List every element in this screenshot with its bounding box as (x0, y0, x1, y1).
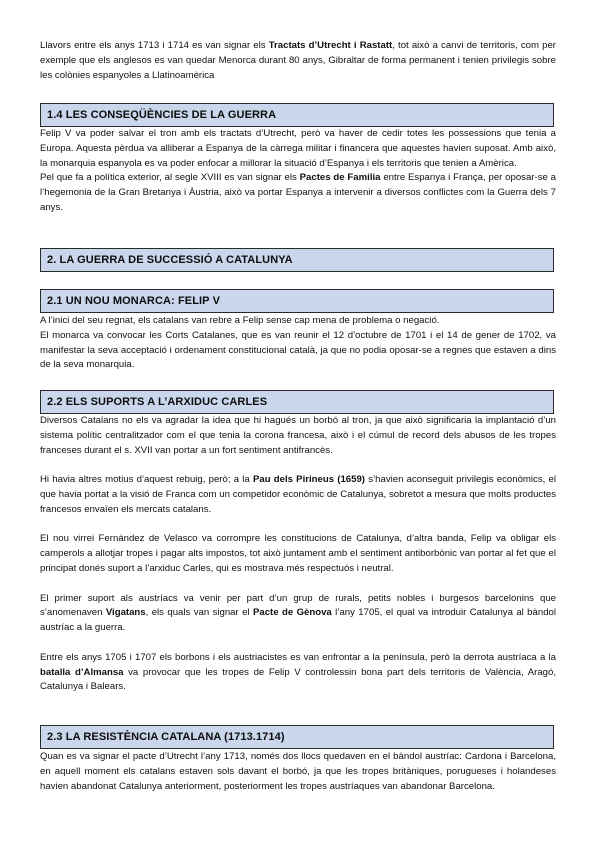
paragraph: Entre els anys 1705 i 1707 els borbons i els austriacistes es van enfrontar a la península, però la derrota austríaca a la batalla d’Almansa va provocar que les tropes de Felip V controlessin bona part dels territoris de València, Aragó, Catalunya i Balears. (40, 651, 556, 693)
section-heading-1-4: 1.4 LES CONSEQÜÈNCIES DE LA GUERRA (40, 103, 554, 127)
section-2-1-body (40, 314, 556, 373)
section-heading-2-3: 2.3 LA RESISTÈNCIA CATALANA (1713.1714) (40, 725, 554, 749)
section-heading-2: 2. LA GUERRA DE SUCCESSIÓ A CATALUNYA (40, 248, 554, 272)
paragraph: El nou virrei Fernández de Velasco va corrompre les constitucions de Catalunya, d’altra banda, Felip va obligar els camperols a allotjar tropes i pagar alts impostos, tot això juntament amb el sentiment antiborbònic van portar al fet que el principat donés suport a l’arxiduc Carles, qui es mostrava més respectuós i neutral. (40, 533, 556, 574)
paragraph: Hi havia altres motius d’aquest rebuig, però; a la Pau dels Pirineus (1659) s’havien aconseguit privilegis econòmics, el que havia portat a la visió de Franca com un competidor econòmic de Catalunya, sobretot a mesura que molts productes francesos envaïen els mercats catalans. (40, 474, 557, 515)
paragraph: Diversos Catalans no els va agradar la idea que hi hagués un borbó al tron, ja que això significaria la implantació d’un sistema polític centralitzador com el que tenia la corona francesa, això i el cúmul de record dels abusos de les tropes franceses durant el s. XVII van portar a un fort sentiment antifrancès. (40, 415, 556, 456)
paragraph: A l’inici del seu regnat, els catalans van rebre a Felip sense cap mena de problema o negació. (40, 315, 440, 326)
paragraph: Felip V va poder salvar el tron amb els tractats d’Utrecht, però va haver de cedir totes les possessions que tenia a Europa. Aquesta pèrdua va alliberar a Espanya de la càrrega militar i financera que aquestes havien suposat. Amb això, la monarquia espanyola es va poder enfocar a millorar la situació d’Espanya i els territoris que tenien a Amèrica. (40, 128, 556, 169)
treaties-bold: Tractats d’Utrecht i Rastatt (268, 40, 393, 51)
section-1-4-body (40, 127, 556, 216)
intro-paragraph: Llavors entre els anys 1713 i 1714 es van signar els Tractats d’Utrecht i Rastatt, tot això a canvi de territoris, com per exemple que els anglesos es van quedar Menorca durant 80 anys, Gibraltar de forma permanent i tenien privilegis sobre les colònies espanyoles a Llatinoamèrica (40, 40, 556, 81)
paragraph: Quan es va signar el pacte d’Utrecht l’any 1713, només dos llocs quedaven en el bàndol austríac: Cardona i Barcelona, en aquell moment els catalans estaven sols davant el borbó, ja que les tropes britàniques, porugueses i holandeses havien abandonat Catalunya anteriorment, posteriorment les tropes austríaques van abandonar Barcelona. (40, 751, 556, 792)
section-2-2-body (40, 414, 556, 695)
paragraph: Pel que fa a política exterior, al segle XVIII es van signar els Pactes de Família entre Espanya i França, per oposar-se a l’hegemonia de la Gran Bretanya i Àustria, això va portar Espanya a intervenir a diversos conflictes com la Guerra dels 7 anys. (40, 172, 556, 213)
section-heading-2-2: 2.2 ELS SUPORTS A L’ARXIDUC CARLES (40, 390, 554, 414)
paragraph: El primer suport als austríacs va venir per part d’un grup de rurals, petits nobles i burgesos barcelonins que s’anomenaven Vigatans, els quals van signar el Pacte de Gènova l’any 1705, el qual va introduir Catalunya al bàndol austríac a la guerra. (40, 592, 556, 634)
paragraph: El monarca va convocar les Corts Catalanes, que es van reunir el 12 d’octubre de 1701 i el 14 de gener de 1702, va manifestar la seva acceptació i ordenament constitucional català, ja que no podia oposar-se a regnes que estaven a dins de la seva monarquia. (40, 329, 556, 371)
intro-section (40, 39, 556, 83)
section-2-3-body (40, 750, 556, 794)
section-heading-2-1: 2.1 UN NOU MONARCA: FELIP V (40, 289, 554, 313)
